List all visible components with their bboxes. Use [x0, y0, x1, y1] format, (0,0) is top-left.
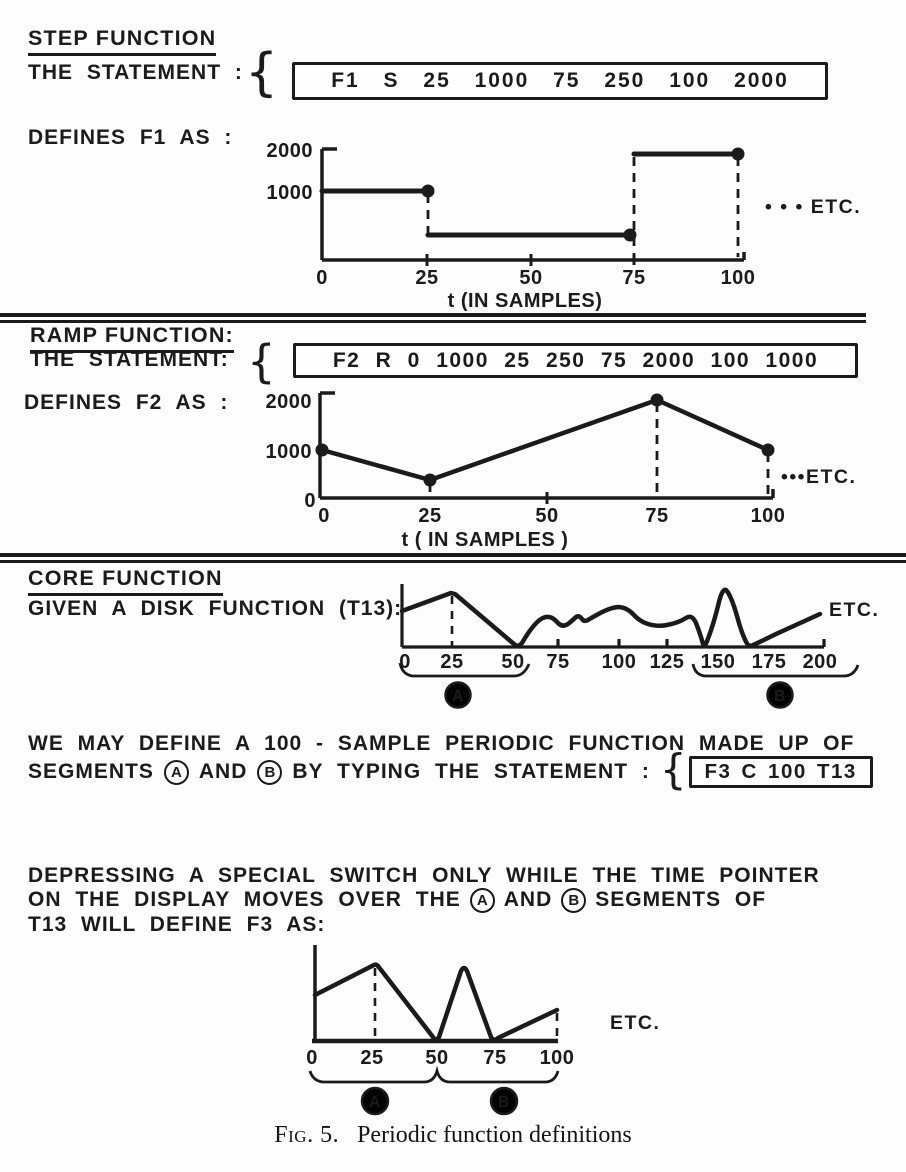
step-statement-brace: {: [245, 43, 279, 103]
step-x-tick-100: 100: [720, 267, 756, 289]
f3-segment-a-letter: A: [369, 1094, 381, 1111]
ramp-statement-box: F2 R 0 1000 25 250 75 2000 100 1000: [293, 343, 858, 378]
ramp-plot-line: [322, 400, 768, 480]
f3-x-tick-25: 25: [360, 1047, 384, 1069]
figure-caption-label: Fig. 5.: [274, 1122, 340, 1148]
disk-etc-label: ETC.: [829, 599, 880, 621]
f3-plot-curve: [315, 965, 557, 1040]
core-statement-box: F3 C 100 T13: [689, 756, 873, 788]
ramp-statement-label: THE STATEMENT:: [30, 348, 229, 371]
ramp-plot-dashed-lines: [430, 403, 768, 496]
para2-and-word: AND: [503, 888, 553, 911]
f3-segment-b-letter: B: [498, 1094, 510, 1111]
disk-plot-axes: [402, 584, 824, 647]
para1-typing-statement-text: BY TYPING THE STATEMENT :: [292, 760, 650, 783]
para1-and-word: AND: [198, 760, 248, 783]
switch-text-line2: [28, 886, 766, 914]
step-section-title: STEP FUNCTION: [28, 26, 216, 56]
para1-segments-word: SEGMENTS: [28, 760, 154, 783]
disk-x-tick-50: 50: [501, 651, 525, 673]
segment-a-inline-circle-2: A: [470, 888, 495, 913]
f3-x-tick-0: 0: [306, 1047, 318, 1069]
f3-function-plot: [260, 938, 710, 1123]
segment-b-letter: B: [774, 688, 786, 705]
f3-x-tick-50: 50: [425, 1047, 449, 1069]
ramp-plot-axes: [320, 393, 773, 498]
step-x-tick-50: 50: [519, 267, 543, 289]
switch-text-line3: T13 WILL DEFINE F3 AS:: [28, 913, 326, 936]
disk-function-plot: [395, 578, 906, 718]
f3-plot-dashed-lines: [375, 968, 557, 1039]
core-section-title: CORE FUNCTION: [28, 566, 223, 596]
disk-x-tick-125: 125: [649, 651, 685, 673]
segment-a-letter: A: [452, 688, 464, 705]
ramp-defines-label: DEFINES F2 AS :: [24, 391, 229, 414]
para2-segments-of-text: SEGMENTS OF: [595, 888, 767, 911]
section-divider-line: [0, 560, 906, 563]
ramp-x-tick-25: 25: [418, 505, 442, 527]
step-x-axis-label: t (IN SAMPLES): [447, 290, 603, 312]
ramp-x-tick-75: 75: [645, 505, 669, 527]
ramp-x-tick-0: 0: [318, 505, 330, 527]
figure-caption: [0, 1122, 906, 1149]
step-plot-endpoint-dots: [422, 148, 745, 242]
disk-x-tick-175: 175: [751, 651, 787, 673]
step-etc-label: • • • ETC.: [765, 196, 862, 218]
disk-x-tick-25: 25: [440, 651, 464, 673]
disk-x-tick-75: 75: [546, 651, 570, 673]
step-y-tick-1000: 1000: [266, 182, 313, 204]
disk-x-tick-0: 0: [399, 651, 411, 673]
figure-caption-text: Periodic function definitions: [357, 1122, 632, 1148]
f3-etc-label: ETC.: [610, 1012, 661, 1034]
core-given-label: GIVEN A DISK FUNCTION (T13):: [28, 597, 403, 620]
step-x-tick-0: 0: [316, 267, 328, 289]
step-plot-segments: [322, 154, 738, 235]
step-statement-box: F1 S 25 1000 75 250 100 2000: [292, 62, 828, 100]
step-y-tick-2000: 2000: [266, 140, 313, 162]
ramp-statement-brace: {: [247, 335, 276, 388]
segment-a-inline-circle: A: [164, 760, 189, 785]
ramp-function-plot: [195, 388, 906, 553]
f3-x-tick-100: 100: [539, 1047, 575, 1069]
step-function-plot: [225, 134, 885, 312]
step-plot-axes: [322, 149, 744, 260]
step-x-tick-25: 25: [415, 267, 439, 289]
step-statement-label: THE STATEMENT :: [28, 61, 243, 84]
define-periodic-text-line1: WE MAY DEFINE A 100 - SAMPLE PERIODIC FUNCTION MADE UP OF: [28, 732, 855, 755]
define-periodic-text-line2: [28, 745, 873, 794]
step-plot-dashed-lines: [428, 157, 738, 257]
disk-x-tick-150: 150: [700, 651, 736, 673]
ramp-x-axis-label: t ( IN SAMPLES ): [401, 529, 569, 551]
disk-x-tick-100: 100: [601, 651, 637, 673]
section-divider-line: [0, 313, 866, 317]
ramp-x-tick-50: 50: [535, 505, 559, 527]
f3-x-tick-75: 75: [483, 1047, 507, 1069]
ramp-etc-label: •••ETC.: [781, 466, 857, 488]
core-statement-brace: {: [659, 745, 687, 794]
step-defines-label: DEFINES F1 AS :: [28, 126, 233, 149]
ramp-x-tick-100: 100: [750, 505, 786, 527]
step-x-tick-75: 75: [622, 267, 646, 289]
disk-x-tick-200: 200: [802, 651, 838, 673]
segment-b-inline-circle: B: [257, 760, 282, 785]
ramp-y-tick-2000: 2000: [265, 391, 312, 413]
f3-segment-braces: [310, 1071, 558, 1082]
section-divider-line: [0, 553, 906, 557]
ramp-y-tick-1000: 1000: [265, 441, 312, 463]
para2-display-text: ON THE DISPLAY MOVES OVER THE: [28, 888, 461, 911]
switch-text-line1: DEPRESSING A SPECIAL SWITCH ONLY WHILE THE TIME POINTER: [28, 864, 820, 887]
ramp-y-tick-0: 0: [304, 490, 316, 512]
segment-b-inline-circle-2: B: [561, 888, 586, 913]
ramp-section-title: RAMP FUNCTION:: [30, 323, 234, 353]
disk-plot-curve: [402, 590, 820, 646]
